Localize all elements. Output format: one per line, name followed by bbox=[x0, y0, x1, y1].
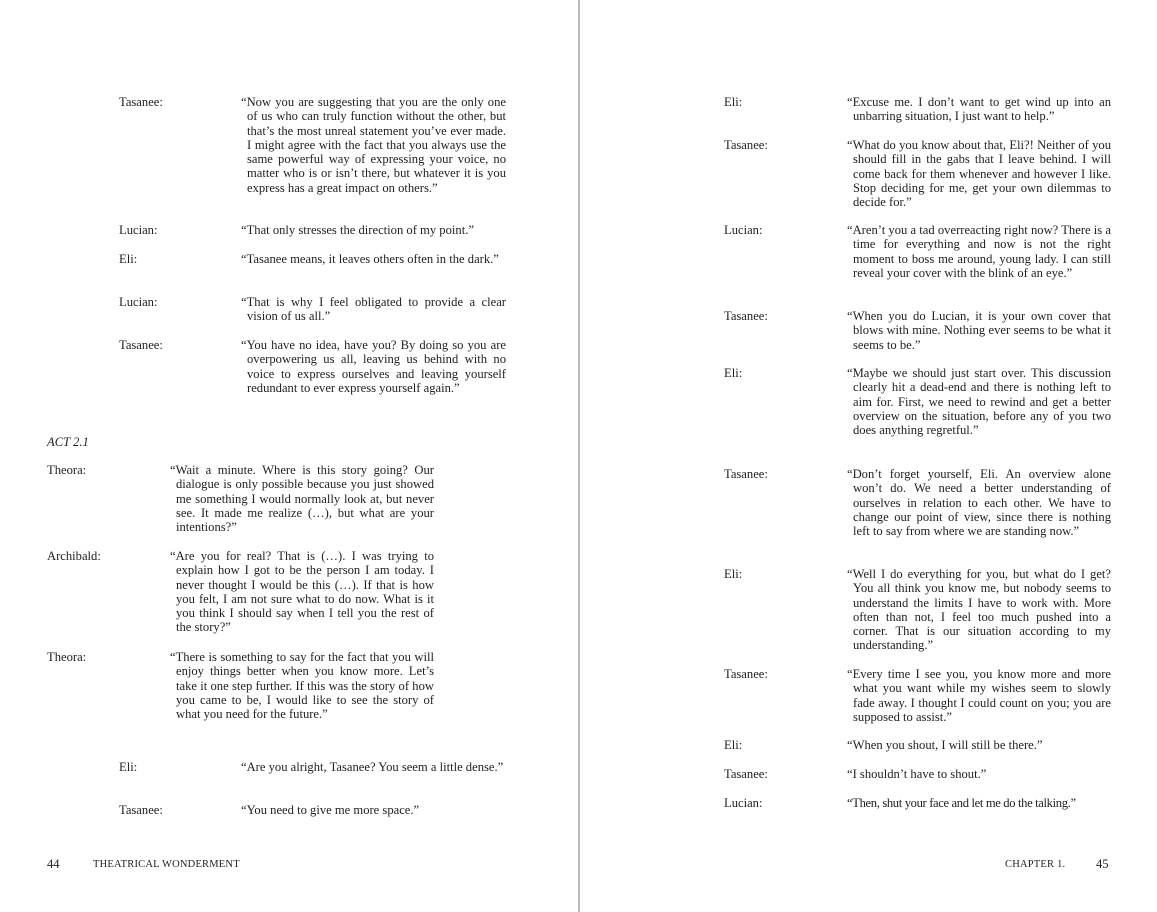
dialogue-entry bbox=[724, 309, 1111, 352]
dialogue-entry bbox=[724, 223, 1111, 280]
dialogue-entry bbox=[724, 567, 1111, 653]
speaker-name: Eli: bbox=[724, 95, 743, 109]
speaker-name: Lucian: bbox=[724, 796, 763, 810]
dialogue-entry bbox=[724, 467, 1111, 538]
dialogue-entry bbox=[119, 338, 506, 395]
speaker-name: Archibald: bbox=[47, 549, 101, 563]
left-page bbox=[0, 0, 578, 912]
speaker-name: Tasanee: bbox=[724, 138, 768, 152]
running-head-right: CHAPTER 1. bbox=[1005, 859, 1066, 870]
speaker-name: Tasanee: bbox=[724, 667, 768, 681]
dialogue-line: “I shouldn’t have to shout.” bbox=[847, 767, 987, 781]
page-number-right: 45 bbox=[1096, 857, 1109, 871]
dialogue-line: “Aren’t you a tad overreacting right now? There is a time for everything and now is not the right moment to boss me around, young lady. I can still reveal your cover with the blink of an eye.” bbox=[847, 223, 1111, 280]
right-page bbox=[580, 0, 1157, 912]
dialogue-entry bbox=[119, 95, 506, 195]
dialogue-line: “That is why I feel obligated to provide a clear vision of us all.” bbox=[241, 295, 506, 324]
dialogue-line: “Now you are suggesting that you are the only one of us who can truly function without the other, but that’s the most unreal statement you’ve ever made. I might agree with the fact that you always use the same powerful way of expressing your voice, no matter who is or isn’t there, but whatever it is you express has a great impact on others.” bbox=[241, 95, 506, 195]
speaker-name: Lucian: bbox=[724, 223, 763, 237]
dialogue-line: “Excuse me. I don’t want to get wind up into an unbarring situation, I just want to help.” bbox=[847, 95, 1111, 124]
dialogue-entry bbox=[119, 803, 506, 817]
dialogue-line: “Are you alright, Tasanee? You seem a little dense.” bbox=[241, 760, 504, 774]
dialogue-entry bbox=[47, 463, 434, 534]
dialogue-line: “You have no idea, have you? By doing so you are overpowering us all, leaving us behind with no voice to express ourselves and leaving yourself redundant to ever express yourself again.” bbox=[241, 338, 506, 395]
speaker-name: Tasanee: bbox=[119, 803, 163, 817]
dialogue-line: “When you do Lucian, it is your own cover that blows with mine. Nothing ever seems to be what it seems to be.” bbox=[847, 309, 1111, 352]
speaker-name: Tasanee: bbox=[724, 309, 768, 323]
speaker-name: Eli: bbox=[724, 738, 743, 752]
dialogue-entry bbox=[724, 767, 1111, 781]
speaker-name: Tasanee: bbox=[119, 338, 163, 352]
dialogue-entry bbox=[47, 549, 434, 635]
dialogue-entry bbox=[724, 738, 1111, 752]
dialogue-line: “Wait a minute. Where is this story going? Our dialogue is only possible because you just showed me something I would normally look at, but never see. It made me realize (…), but what are your intentions?” bbox=[170, 463, 434, 535]
dialogue-entry bbox=[119, 760, 506, 774]
dialogue-line: “There is something to say for the fact that you will enjoy things better when you know more. Let’s take it one step further. If this was the story of how you came to be, I would like to see the story of what you need for the future.” bbox=[170, 650, 434, 722]
act-heading: ACT 2.1 bbox=[47, 435, 89, 449]
dialogue-line: “Every time I see you, you know more and more what you want while my wishes seem to slowly fade away. I thought I could count on you; you are supposed to assist.” bbox=[847, 667, 1111, 724]
dialogue-entry bbox=[724, 796, 1111, 810]
speaker-name: Tasanee: bbox=[119, 95, 163, 109]
dialogue-entry bbox=[724, 667, 1111, 724]
speaker-name: Eli: bbox=[724, 567, 743, 581]
speaker-name: Tasanee: bbox=[724, 467, 768, 481]
dialogue-entry bbox=[47, 650, 434, 721]
page-number-left: 44 bbox=[47, 857, 60, 871]
dialogue-line: “Maybe we should just start over. This discussion clearly hit a dead-end and there is nothing left to aim for. First, we need to rewind and get a better overview on the situation, before any of you two does anything regretful.” bbox=[847, 366, 1111, 438]
speaker-name: Eli: bbox=[119, 252, 138, 266]
speaker-name: Eli: bbox=[724, 366, 743, 380]
speaker-name: Theora: bbox=[47, 650, 87, 664]
dialogue-entry bbox=[724, 138, 1111, 209]
speaker-name: Tasanee: bbox=[724, 767, 768, 781]
dialogue-line: “Are you for real? That is (…). I was trying to explain how I got to be the person I am today. I never thought I would be this (…). If that is how you felt, I am not sure what to do now. What is it you think I should say when I tell you the rest of the story?” bbox=[170, 549, 434, 635]
dialogue-line: “You need to give me more space.” bbox=[241, 803, 420, 817]
dialogue-entry bbox=[119, 295, 506, 324]
dialogue-line: “Well I do everything for you, but what do I get? You all think you know me, but nobody seems to understand the limits I have to work with. More often than not, I feel too much pushed into a corner. That is our situation according to my understanding.” bbox=[847, 567, 1111, 653]
dialogue-entry bbox=[724, 366, 1111, 437]
dialogue-line: “That only stresses the direction of my point.” bbox=[241, 223, 474, 237]
running-head-left: THEATRICAL WONDERMENT bbox=[93, 859, 240, 870]
dialogue-line: “Don’t forget yourself, Eli. An overview alone won’t do. We need a better understanding of ourselves in relation to each other. We have to change our point of view, since there is nothing left to say from where we are standing now.” bbox=[847, 467, 1111, 539]
dialogue-line: “What do you know about that, Eli?! Neither of you should fill in the gabs that I leave behind. I will come back for them whenever and however I like. Stop deciding for me, get your own dilemmas to decide for.” bbox=[847, 138, 1111, 210]
dialogue-line: “Then, shut your face and let me do the talking.” bbox=[847, 796, 1076, 810]
dialogue-line: “When you shout, I will still be there.” bbox=[847, 738, 1043, 752]
dialogue-line: “Tasanee means, it leaves others often in the dark.” bbox=[241, 252, 499, 266]
speaker-name: Eli: bbox=[119, 760, 138, 774]
speaker-name: Lucian: bbox=[119, 295, 158, 309]
speaker-name: Lucian: bbox=[119, 223, 158, 237]
speaker-name: Theora: bbox=[47, 463, 87, 477]
dialogue-entry bbox=[119, 223, 506, 237]
dialogue-entry bbox=[119, 252, 506, 266]
dialogue-entry bbox=[724, 95, 1111, 124]
